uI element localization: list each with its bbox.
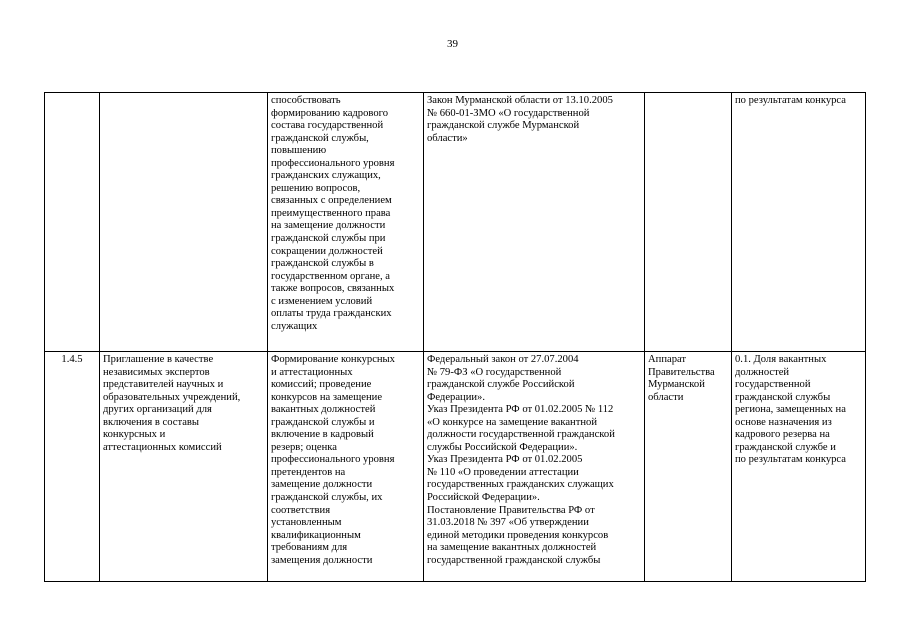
text-line: способствовать xyxy=(271,95,341,106)
text-line: на замещение вакантных должностей xyxy=(427,542,597,554)
text-line: установленным xyxy=(271,517,342,529)
text-line: 31.03.2018 № 397 «Об утверждении xyxy=(427,517,589,529)
text-line: гражданской службе и xyxy=(735,441,836,453)
text-line: Формирование конкурсных xyxy=(271,354,395,365)
text-line: государственной гражданской службы xyxy=(427,554,601,566)
event-cell xyxy=(100,93,268,352)
text-line: включения в составы xyxy=(103,416,200,428)
text-line: гражданской службе Мурманской xyxy=(427,120,580,132)
text-line: гражданской службе Российской xyxy=(427,379,575,391)
text-line: конкурсных и xyxy=(103,429,166,441)
text-line: повышению xyxy=(271,145,327,157)
text-line: аттестационных комиссий xyxy=(103,441,222,453)
basis-text xyxy=(427,354,641,567)
text-line: по результатам конкурса xyxy=(735,454,846,466)
text-line: квалификационным xyxy=(271,529,361,541)
text-line: государственных гражданских служащих xyxy=(427,479,614,491)
row-number-cell xyxy=(45,352,100,582)
text-line: других организаций для xyxy=(103,404,212,416)
text-line: службы Российской Федерации». xyxy=(427,441,578,453)
text-line: профессионального уровня xyxy=(271,157,395,169)
text-line: конкурсов на замещение xyxy=(271,391,383,403)
text-line: замещение должности xyxy=(271,479,373,491)
text-line: единой методики проведения конкурсов xyxy=(427,529,609,541)
event-text xyxy=(103,354,264,454)
text-line: региона, замещенных на xyxy=(735,404,846,416)
table-row xyxy=(45,93,866,352)
text-line: резерв; оценка xyxy=(271,441,337,453)
text-line: Правительства xyxy=(648,366,715,378)
indicator-text xyxy=(735,95,862,108)
text-line: по результатам конкурса xyxy=(735,95,846,106)
text-line: состава государственной xyxy=(271,120,384,132)
text-line: требованиям для xyxy=(271,542,348,554)
text-line: сокращении должностей xyxy=(271,245,383,257)
text-line: № 660-01-ЗМО «О государственной xyxy=(427,107,590,119)
text-line: Федеральный закон от 27.07.2004 xyxy=(427,354,579,365)
text-line: гражданской службы в xyxy=(271,258,374,270)
text-line: государственной xyxy=(735,379,811,391)
text-line: гражданской службы и xyxy=(271,416,375,428)
text-line: независимых экспертов xyxy=(103,366,210,378)
basis-text xyxy=(427,95,641,145)
text-line: Постановление Правительства РФ от xyxy=(427,504,595,516)
text-line: области» xyxy=(427,132,468,144)
text-line: гражданской службы, xyxy=(271,132,369,144)
text-line: решению вопросов, xyxy=(271,182,361,194)
text-line: претендентов на xyxy=(271,466,346,478)
text-line: представителей научных и xyxy=(103,379,224,391)
text-line: Мурманской xyxy=(648,379,705,391)
text-line: образовательных учреждений, xyxy=(103,391,241,403)
table-row xyxy=(45,352,866,582)
content-cell xyxy=(268,93,424,352)
text-line: Указ Президента РФ от 01.02.2005 № 112 xyxy=(427,404,614,416)
text-line: на замещение должности xyxy=(271,220,386,232)
text-line: «О конкурсе на замещение вакантной xyxy=(427,416,597,428)
text-line: Закон Мурманской области от 13.10.2005 xyxy=(427,95,613,106)
indicator-cell xyxy=(732,93,866,352)
text-line: служащих xyxy=(271,320,318,332)
basis-cell xyxy=(424,93,645,352)
text-line: и аттестационных xyxy=(271,366,353,378)
text-line: Аппарат xyxy=(648,354,687,365)
content-cell xyxy=(268,352,424,582)
text-line: должности государственной гражданской xyxy=(427,429,615,441)
content-text xyxy=(271,354,420,567)
text-line: связанных с определением xyxy=(271,195,392,207)
text-line: 0.1. Доля вакантных xyxy=(735,354,827,365)
text-line: вакантных должностей xyxy=(271,404,376,416)
executor-cell xyxy=(645,352,732,582)
text-line: гражданской службы, их xyxy=(271,492,383,504)
content-text xyxy=(271,95,420,333)
text-line: включение в кадровый xyxy=(271,429,374,441)
text-line: с изменением условий xyxy=(271,295,373,307)
text-line: государственном органе, а xyxy=(271,270,390,282)
text-line: № 110 «О проведении аттестации xyxy=(427,466,579,478)
row-number-cell xyxy=(45,93,100,352)
text-line: также вопросов, связанных xyxy=(271,283,395,295)
executor-cell xyxy=(645,93,732,352)
executor-text xyxy=(648,354,728,404)
basis-cell xyxy=(424,352,645,582)
text-line: гражданской службы при xyxy=(271,233,386,245)
text-line: Российской Федерации». xyxy=(427,492,540,504)
event-cell xyxy=(100,352,268,582)
text-line: Приглашение в качестве xyxy=(103,354,214,365)
indicator-text xyxy=(735,354,862,467)
text-line: формированию кадрового xyxy=(271,107,389,119)
indicator-cell xyxy=(732,352,866,582)
text-line: кадрового резерва на xyxy=(735,429,830,441)
text-line: области xyxy=(648,391,684,403)
text-line: основе назначения из xyxy=(735,416,832,428)
row-number: 1.4.5 xyxy=(61,354,83,365)
text-line: соответствия xyxy=(271,504,331,516)
page-number: 39 xyxy=(447,38,458,50)
text-line: Указ Президента РФ от 01.02.2005 xyxy=(427,454,583,466)
text-line: замещения должности xyxy=(271,554,373,566)
text-line: преимущественного права xyxy=(271,207,391,219)
text-line: комиссий; проведение xyxy=(271,379,372,391)
text-line: гражданских служащих, xyxy=(271,170,381,182)
text-line: Федерации». xyxy=(427,391,485,403)
text-line: должностей xyxy=(735,366,790,378)
text-line: профессионального уровня xyxy=(271,454,395,466)
text-line: гражданской службы xyxy=(735,391,831,403)
text-line: оплаты труда гражданских xyxy=(271,308,392,320)
text-line: № 79-ФЗ «О государственной xyxy=(427,366,562,378)
measures-table xyxy=(44,92,866,582)
